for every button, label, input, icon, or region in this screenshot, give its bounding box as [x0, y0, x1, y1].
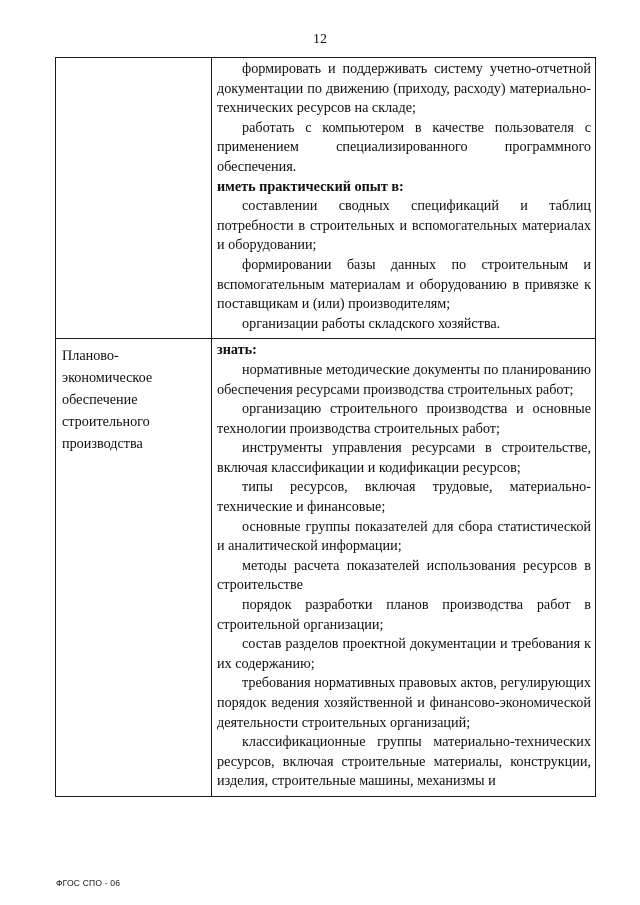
table-cell-section — [56, 58, 212, 339]
list-item: основные группы показателей для сбора статистической и аналитической информации; — [217, 518, 591, 555]
table-cell-section — [56, 339, 212, 797]
list-item: состав разделов проектной документации и требования к их содержанию; — [217, 636, 591, 672]
section-label: Планово-экономическое обеспечение строительного производства — [62, 348, 153, 453]
list-item: организации работы складского хозяйства. — [242, 315, 501, 332]
section-heading: иметь практический опыт в: — [217, 178, 404, 195]
list-item: составлении сводных спецификаций и таблиц потребности в строительных и вспомогательных материалах и оборудовании; — [217, 198, 591, 254]
table-cell-content — [212, 58, 596, 339]
list-item: работать с компьютером в качестве пользователя с применением специализированного программного обеспечения. — [217, 119, 591, 175]
list-item: порядок разработки планов производства работ в строительной организации; — [217, 597, 591, 633]
list-item: требования нормативных правовых актов, регулирующих порядок ведения хозяйственной и финансово-экономической деятельности строительных организаций; — [217, 675, 591, 731]
list-item: методы расчета показателей использования ресурсов в строительстве — [217, 557, 591, 594]
table-cell-content — [212, 339, 596, 797]
section-heading: знать: — [217, 342, 257, 359]
list-item: нормативные методические документы по планированию обеспечения ресурсами производства строительных работ; — [217, 361, 591, 398]
list-item: формировании базы данных по строительным и вспомогательным материалам и оборудованию в привязке к поставщикам и (или) производителям; — [217, 256, 591, 313]
list-item: классификационные группы материально-технических ресурсов, включая строительные материалы, конструкции, изделия, строительные машины, механизмы и — [217, 734, 591, 790]
table-row — [56, 339, 596, 797]
list-item: типы ресурсов, включая трудовые, материально-технические и финансовые; — [217, 479, 591, 516]
page-number: 12 — [313, 32, 327, 47]
table-row — [56, 58, 596, 339]
competency-table — [55, 57, 596, 797]
list-item: организацию строительного производства и основные технологии производства строительных работ; — [217, 401, 591, 437]
list-item: формировать и поддерживать систему учетно-отчетной документации по движению (приходу, расходу) материально-технических ресурсов на складе; — [217, 61, 591, 117]
list-item: инструменты управления ресурсами в строительстве, включая классификации и кодификации ресурсов; — [217, 440, 591, 476]
document-code-footer: ФГОС СПО - 06 — [56, 878, 121, 888]
